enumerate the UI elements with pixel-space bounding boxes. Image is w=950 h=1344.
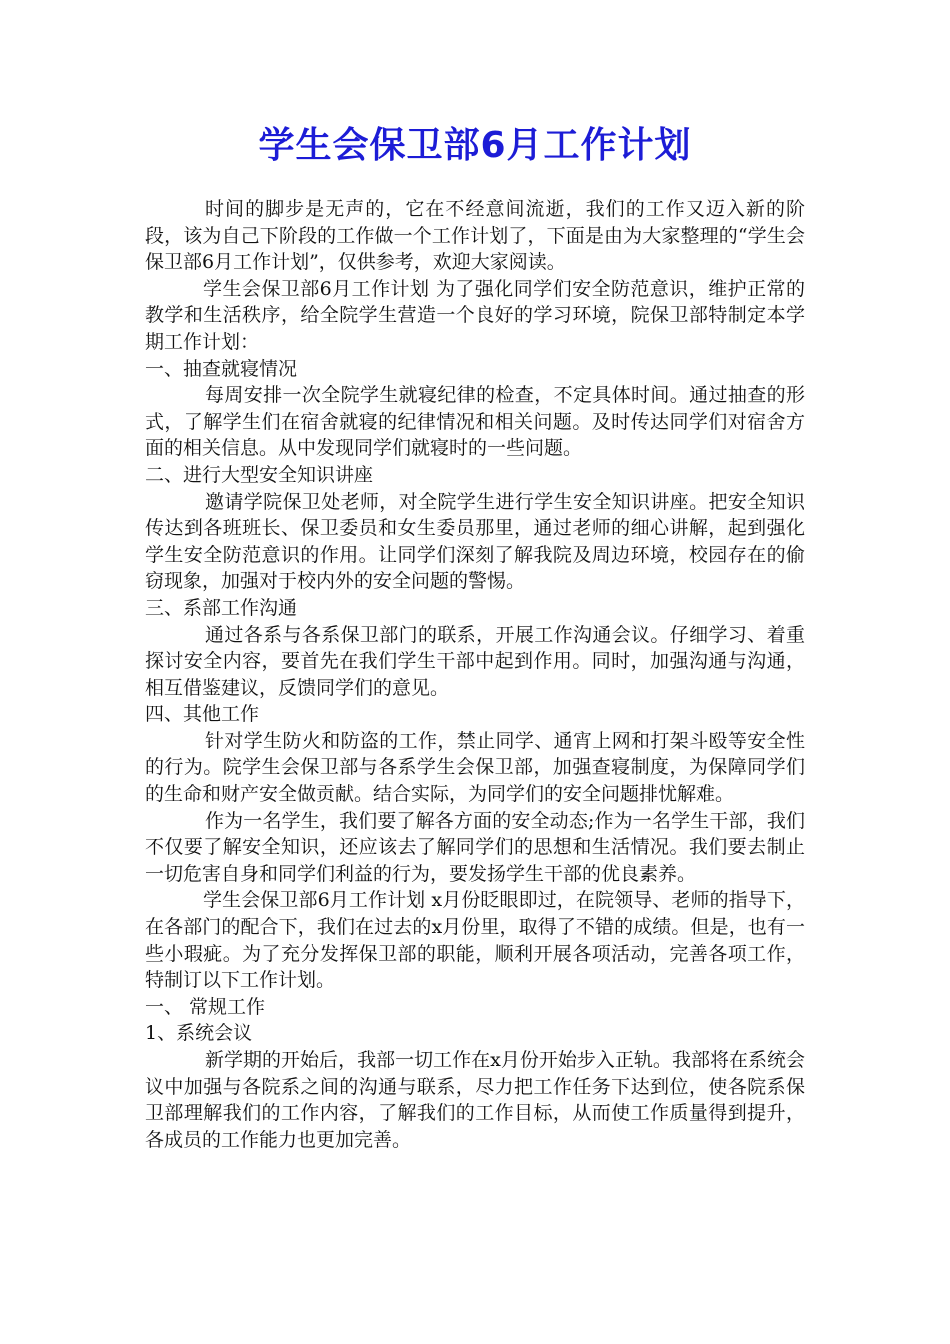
body-paragraph-student-cadre: 作为一名学生，我们要了解各方面的安全动态;作为一名学生干部，我们不仅要了解安全知识，还应该去了解同学们的思想和生活情况。我们要去制止一切危害自身和同学们利益的行为，要发扬学生干部的优良素养。: [145, 809, 805, 885]
document-title: 学生会保卫部6月工作计划: [258, 125, 692, 166]
body-paragraph-other-work: 针对学生防火和防盗的工作，禁止同学、通宵上网和打架斗殴等安全性的行为。院学生会保卫部与各系学生会保卫部，加强查寝制度，为保障同学们的生命和财产安全做贡献。结合实际，为同学们的安全问题排忧解难。: [145, 729, 805, 806]
section-heading-safety-lecture: 二、进行大型安全知识讲座: [145, 463, 374, 486]
body-paragraph-department-communication: 通过各系与各系保卫部门的联系，开展工作沟通会议。仔细学习、着重探讨安全内容，要首先在我们学生干部中起到作用。同时，加强沟通与沟通，相互借鉴建议，反馈同学们的意见。: [145, 623, 805, 699]
second-plan-intro-paragraph: 学生会保卫部6月工作计划 x月份眨眼即过，在院领导、老师的指导下，在各部门的配合下，我们在过去的x月份里，取得了不错的成绩。但是，也有一些小瑕疵。为了充分发挥保卫部的职能，顺利开展各项活动，完善各项工作，特制订以下工作计划。: [145, 889, 805, 992]
body-paragraph-system-meeting: 新学期的开始后，我部一切工作在x月份开始步入正轨。我部将在系统会议中加强与各院系之间的沟通与联系，尽力把工作任务下达到位，使各院系保卫部理解我们的工作内容，了解我们的工作目标，从而使工作质量得到提升，各成员的工作能力也更加完善。: [145, 1049, 805, 1151]
section-heading-department-communication: 三、系部工作沟通: [145, 596, 298, 619]
body-paragraph-safety-lecture: 邀请学院保卫处老师，对全院学生进行学生安全知识讲座。把安全知识传达到各班班长、保卫委员和女生委员那里，通过老师的细心讲解，起到强化学生安全防范意识的作用。让同学们深刻了解我院及周边环境，校园存在的偷窃现象，加强对于校内外的安全问题的警惕。: [145, 490, 805, 593]
section-heading-other-work: 四、其他工作: [145, 703, 260, 726]
section-heading-dorm-check: 一、抽查就寝情况: [145, 357, 298, 380]
body-paragraph-dorm-check: 每周安排一次全院学生就寝纪律的检查，不定具体时间。通过抽查的形式，了解学生们在宿舍就寝的纪律情况和相关问题。及时传达同学们对宿舍方面的相关信息。从中发现同学们就寝时的一些问题。: [145, 384, 805, 460]
intro-paragraph: 时间的脚步是无声的，它在不经意间流逝，我们的工作又迈入新的阶段，该为自己下阶段的工作做一个工作计划了，下面是由为大家整理的“学生会保卫部6月工作计划”，仅供参考，欢迎大家阅读。: [145, 198, 805, 274]
document-body: [145, 196, 805, 1153]
section-heading-routine-work: 一、 常规工作: [145, 995, 266, 1018]
subsection-heading-system-meeting: 1、系统会议: [145, 1022, 253, 1045]
plan-intro-paragraph: 学生会保卫部6月工作计划 为了强化同学们安全防范意识，维护正常的教学和生活秩序，给全院学生营造一个良好的学习环境，院保卫部特制定本学期工作计划：: [145, 277, 805, 353]
